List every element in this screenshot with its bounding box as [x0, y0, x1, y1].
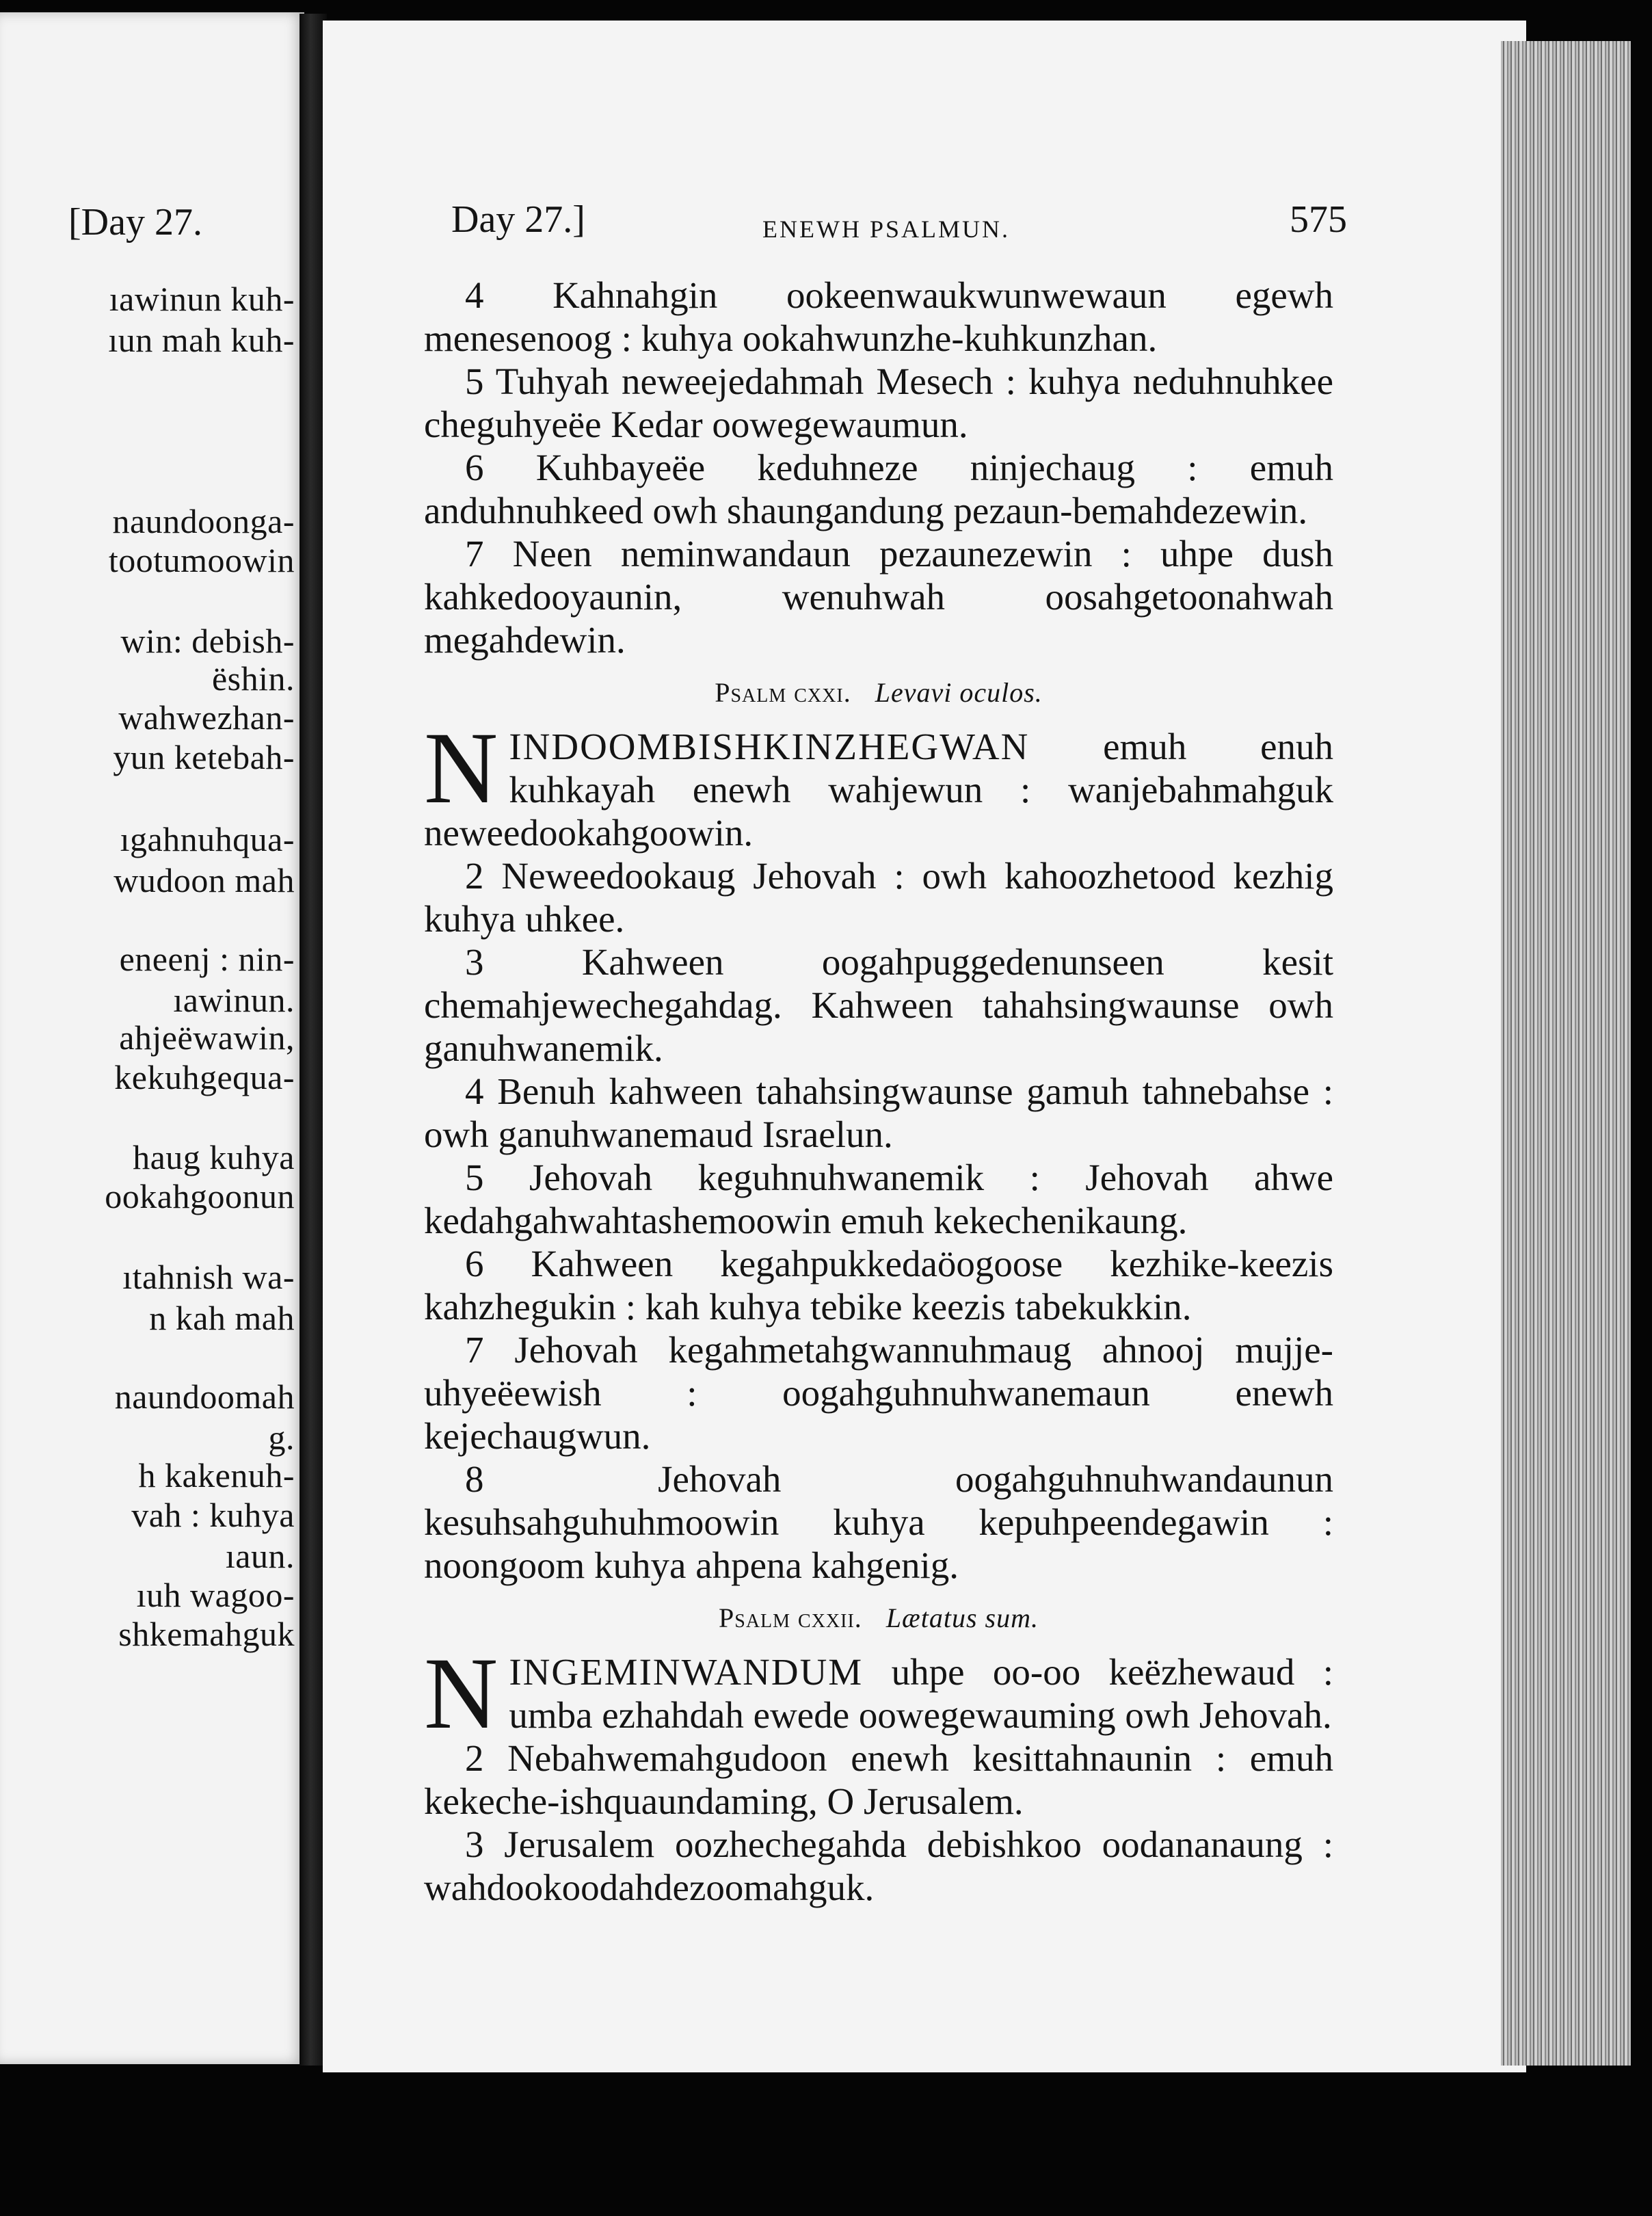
left-page-line: ëshin.: [211, 659, 295, 698]
verse: 7 Jehovah kegahmetahgwannuhmaug ahnooj mujje-uhyeëewish : oogahguhnuhwanemaun enewh kejechaugwun.: [424, 1329, 1333, 1457]
left-page-line: naundoonga-: [112, 502, 295, 540]
left-facing-page: [0, 12, 304, 2064]
verse: 7 Neen neminwandaun pezaunezewin : uhpe dush kahkedooyaunin, wenuhwah oosahgetoonahwah megahdewin.: [424, 533, 1333, 661]
verse: 5 Jehovah keguhnuhwanemik : Jehovah ahwe kedahgahwahtashemoowin emuh kekechenikaung.: [424, 1157, 1333, 1241]
verse: 5 Tuhyah neweejedahmah Mesech : kuhya neduhnuhkee cheguhyeëe Kedar oowegewaumun.: [424, 360, 1333, 445]
first-word: INGEMINWANDUM: [509, 1651, 864, 1693]
left-page-line: ookahgoonun: [105, 1177, 295, 1215]
psalm-heading: [424, 671, 1333, 714]
first-verse-rest: emuh enuh kuhkayah enewh wahjewun : wanjebahmahguk neweedookahgoowin.: [424, 726, 1333, 854]
first-word: INDOOMBISHKINZHEGWAN: [509, 726, 1030, 767]
left-page-line: n kah mah: [149, 1299, 295, 1337]
left-page-line: shkemahguk: [118, 1615, 295, 1653]
left-page-line: ıtahnish wa-: [122, 1258, 295, 1296]
psalm-number: Psalm cxxii.: [719, 1602, 862, 1633]
verse: 2 Neweedookaug Jehovah : owh kahoozhetood kezhig kuhya uhkee.: [424, 855, 1333, 940]
left-page-line: tootumoowin: [108, 541, 295, 579]
verse: 3 Jerusalem oozhechegahda debishkoo oodananaung : wahdookoodahdezoomahguk.: [424, 1823, 1333, 1908]
left-page-line: wahwezhan-: [118, 698, 295, 737]
left-page-line: naundoomah: [114, 1377, 295, 1416]
psalm-heading: [424, 1596, 1333, 1639]
left-page-line: haug kuhya: [133, 1138, 295, 1176]
left-page-line: ıawinun.: [173, 981, 295, 1019]
left-page-line: eneenj : nin-: [119, 940, 295, 978]
left-page-line: wudoon mah: [114, 861, 295, 899]
psalm-first-verse: [424, 1637, 1333, 1750]
left-page-line: ahjeëwawin,: [119, 1018, 295, 1057]
left-page-line: vah : kuhya: [131, 1496, 295, 1534]
verse: 4 Kahnahgin ookeenwaukwunwewaun egewh menesenoog : kuhya ookahwunzhe-kuhkunzhan.: [424, 274, 1333, 359]
running-head-title: ENEWH PSALMUN.: [762, 215, 1010, 243]
verse: 6 Kahween kegahpukkedaöogoose kezhike-keezis kahzhegukin : kah kuhya tebike keezis tabekukkin.: [424, 1243, 1333, 1328]
verse: 3 Kahween oogahpuggedenunseen kesit chemahjewechegahdag. Kahween tahahsingwaunse owh ganuhwanemik.: [424, 941, 1333, 1069]
psalm-latin-incipit: Levavi oculos.: [875, 677, 1043, 708]
page-content: [424, 198, 1347, 1909]
running-head-day: Day 27.]: [451, 198, 585, 241]
verse: 6 Kuhbayeëe keduhneze ninjechaug : emuh anduhnuhkeed owh shaungandung pezaun-bemahdezewin.: [424, 447, 1333, 531]
psalm-number: Psalm cxxi.: [715, 677, 851, 708]
verse: 4 Benuh kahween tahahsingwaunse gamuh tahnebahse : owh ganuhwanemaud Israelun.: [424, 1070, 1333, 1155]
verse: 8 Jehovah oogahguhnuhwandaunun kesuhsahguhuhmoowin kuhya kepuhpeendegawin : noongoom kuhya ahpena kahgenig.: [424, 1458, 1333, 1586]
running-head: [424, 198, 1347, 274]
first-verse-rest: uhpe oo-oo keëzhewaud : umba ezhahdah ewede oowegewauming owh Jehovah.: [509, 1651, 1333, 1736]
left-page-line: ıawinun kuh-: [109, 280, 295, 318]
left-page-line: ıaun.: [225, 1537, 295, 1575]
left-page-line: ıun mah kuh-: [108, 321, 295, 359]
left-page-header: [Day 27.: [68, 201, 202, 243]
page-number: 575: [1290, 198, 1347, 241]
left-page-line: win: debish-: [120, 622, 295, 660]
psalm-first-verse: [424, 711, 1333, 854]
left-page-line: yun ketebah-: [113, 738, 295, 776]
drop-cap: N: [424, 711, 498, 825]
page-edges: [1501, 41, 1631, 2066]
left-page-line: kekuhgequa-: [114, 1058, 295, 1096]
drop-cap: N: [424, 1637, 498, 1750]
left-page-line: g.: [268, 1419, 295, 1457]
left-page-line: ıuh wagoo-: [136, 1576, 295, 1614]
psalm-latin-incipit: Lætatus sum.: [885, 1602, 1039, 1633]
verse: 2 Nebahwemahgudoon enewh kesittahnaunin : emuh kekeche-ishquaundaming, O Jerusalem.: [424, 1737, 1333, 1822]
left-page-line: h kakenuh-: [138, 1456, 295, 1494]
left-page-line: ıgahnuhqua-: [120, 820, 295, 858]
